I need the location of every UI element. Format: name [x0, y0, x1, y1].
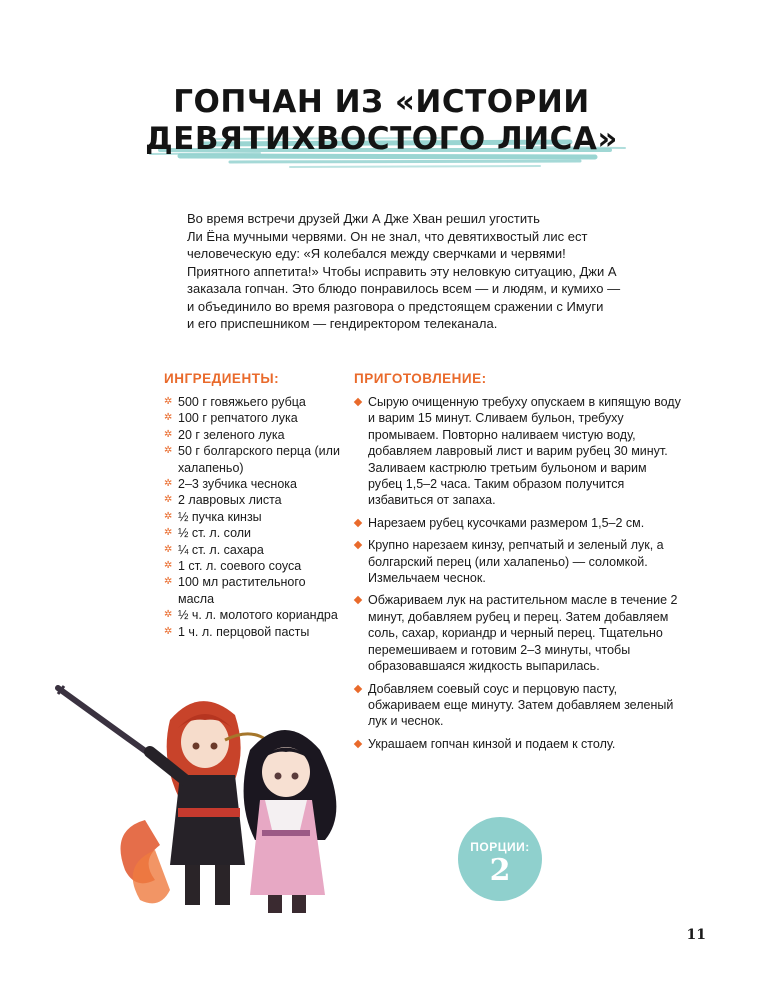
step-item	[354, 681, 684, 730]
ingredient-text: 2 лавровых листа	[178, 493, 282, 508]
ingredient-text: ½ ч. л. молотого кориандра	[178, 608, 338, 623]
step-item	[354, 515, 684, 531]
flower-icon: ✲	[164, 625, 173, 637]
flower-icon: ✲	[164, 576, 173, 588]
flower-icon: ✲	[164, 609, 173, 621]
intro-line: и его приспешником — гендиректором телеканала.	[187, 316, 498, 331]
page-number: 11	[686, 927, 706, 943]
diamond-icon	[354, 398, 362, 406]
ingredient-text: 1 ст. л. соевого соуса	[178, 559, 302, 574]
intro-line: человеческую еду: «Я колебался между сверчками и червями!	[187, 246, 566, 261]
intro-paragraph	[187, 210, 627, 333]
intro-line: Во время встречи друзей Джи А Дже Хван решил угостить	[187, 211, 540, 226]
flower-icon: ✲	[164, 510, 173, 522]
page-title	[0, 84, 763, 158]
flower-icon: ✲	[164, 494, 173, 506]
flower-icon: ✲	[164, 543, 173, 555]
characters-illustration	[50, 680, 380, 920]
intro-line: заказала гопчан. Это блюдо понравилось всем — и людям, и кумихо —	[187, 281, 621, 296]
flower-icon: ✲	[164, 428, 173, 440]
ingredient-item	[164, 624, 342, 640]
flower-icon: ✲	[164, 478, 173, 490]
ingredient-text: 20 г зеленого лука	[178, 427, 285, 442]
intro-line: Ли Ёна мучными червями. Он не знал, что девятихвостый лис ест	[187, 228, 588, 244]
intro-line: и объединило во время разговора о предстоящем сражении с Имуги	[187, 298, 604, 314]
ingredient-text: 50 г болгарского перца (или халапеньо)	[178, 444, 340, 475]
step-item	[354, 537, 684, 586]
preparation-steps	[354, 394, 684, 758]
intro-line: Приятного аппетита!» Чтобы исправить эту неловкую ситуацию, Джи А	[187, 263, 617, 279]
diamond-icon	[354, 519, 362, 527]
diamond-icon	[354, 541, 362, 549]
flower-icon: ✲	[164, 445, 173, 457]
flower-icon: ✲	[164, 527, 173, 539]
step-text: Сырую очищенную требуху опускаем в кипящую воду и варим 15 минут. Сливаем бульон, требуху промываем. Повторно наливаем чистую воду, добавляем лавровый лист и варим рубец 30 минут. Заливаем кастрюлю третьим бульоном и варим рубец 1,5–2 часа. Таким образом получится избавиться от запаха.	[368, 395, 681, 508]
ingredient-text: ¼ ст. л. сахара	[178, 542, 264, 557]
flower-icon: ✲	[164, 560, 173, 572]
ingredient-text: 100 мл растительного масла	[178, 575, 306, 606]
ingredient-item	[164, 607, 342, 623]
step-item	[354, 592, 684, 674]
ingredient-item	[164, 492, 342, 508]
preparation-heading: ПРИГОТОВЛЕНИЕ:	[354, 371, 487, 386]
servings-value: 2	[489, 853, 511, 888]
ingredients-list	[164, 394, 342, 640]
diamond-icon	[354, 596, 362, 604]
step-text: Обжариваем лук на растительном масле в течение 2 минут, добавляем рубец и перец. Затем добавляем соль, сахар, кориандр и черный перец. Тщательно перемешиваем и готовим 2–3 минуты, чтобы образовавшаяся жидкость выпарилась.	[368, 593, 678, 674]
ingredient-item	[164, 394, 342, 410]
flower-icon: ✲	[164, 396, 173, 407]
ingredient-item	[164, 443, 342, 476]
ingredient-item	[164, 558, 342, 574]
step-text: Нарезаем рубец кусочками размером 1,5–2 см.	[368, 515, 645, 530]
ingredient-text: ½ ст. л. соли	[178, 526, 252, 541]
ingredient-item	[164, 427, 342, 443]
step-item	[354, 394, 684, 509]
ingredient-item	[164, 525, 342, 541]
ingredient-text: 1 ч. л. перцовой пасты	[178, 624, 310, 639]
ingredient-text: ½ пучка кинзы	[178, 509, 262, 524]
ingredient-text: 100 г репчатого лука	[178, 411, 298, 426]
ingredient-text: 2–3 зубчика чеснока	[178, 477, 297, 492]
title-line-1: ГОПЧАН ИЗ «ИСТОРИИ	[173, 84, 590, 120]
step-text: Украшаем гопчан кинзой и подаем к столу.	[368, 736, 616, 751]
ingredient-item	[164, 410, 342, 426]
step-item	[354, 736, 684, 752]
ingredient-item	[164, 542, 342, 558]
ingredients-heading: ИНГРЕДИЕНТЫ:	[164, 371, 280, 386]
ingredient-text: 500 г говяжьего рубца	[178, 395, 306, 409]
ingredient-item	[164, 476, 342, 492]
ingredient-item	[164, 574, 342, 607]
step-text: Добавляем соевый соус и перцовую пасту, обжариваем еще минуту. Затем добавляем зеленый лук и чеснок.	[368, 681, 674, 729]
flower-icon: ✲	[164, 412, 173, 424]
title-line-2: ДЕВЯТИХВОСТОГО ЛИСА»	[145, 121, 618, 157]
ingredient-item	[164, 509, 342, 525]
servings-label: ПОРЦИИ:	[470, 840, 530, 854]
step-text: Крупно нарезаем кинзу, репчатый и зеленый лук, а болгарский перец (или халапеньо) — соломкой. Измельчаем чеснок.	[368, 538, 664, 586]
